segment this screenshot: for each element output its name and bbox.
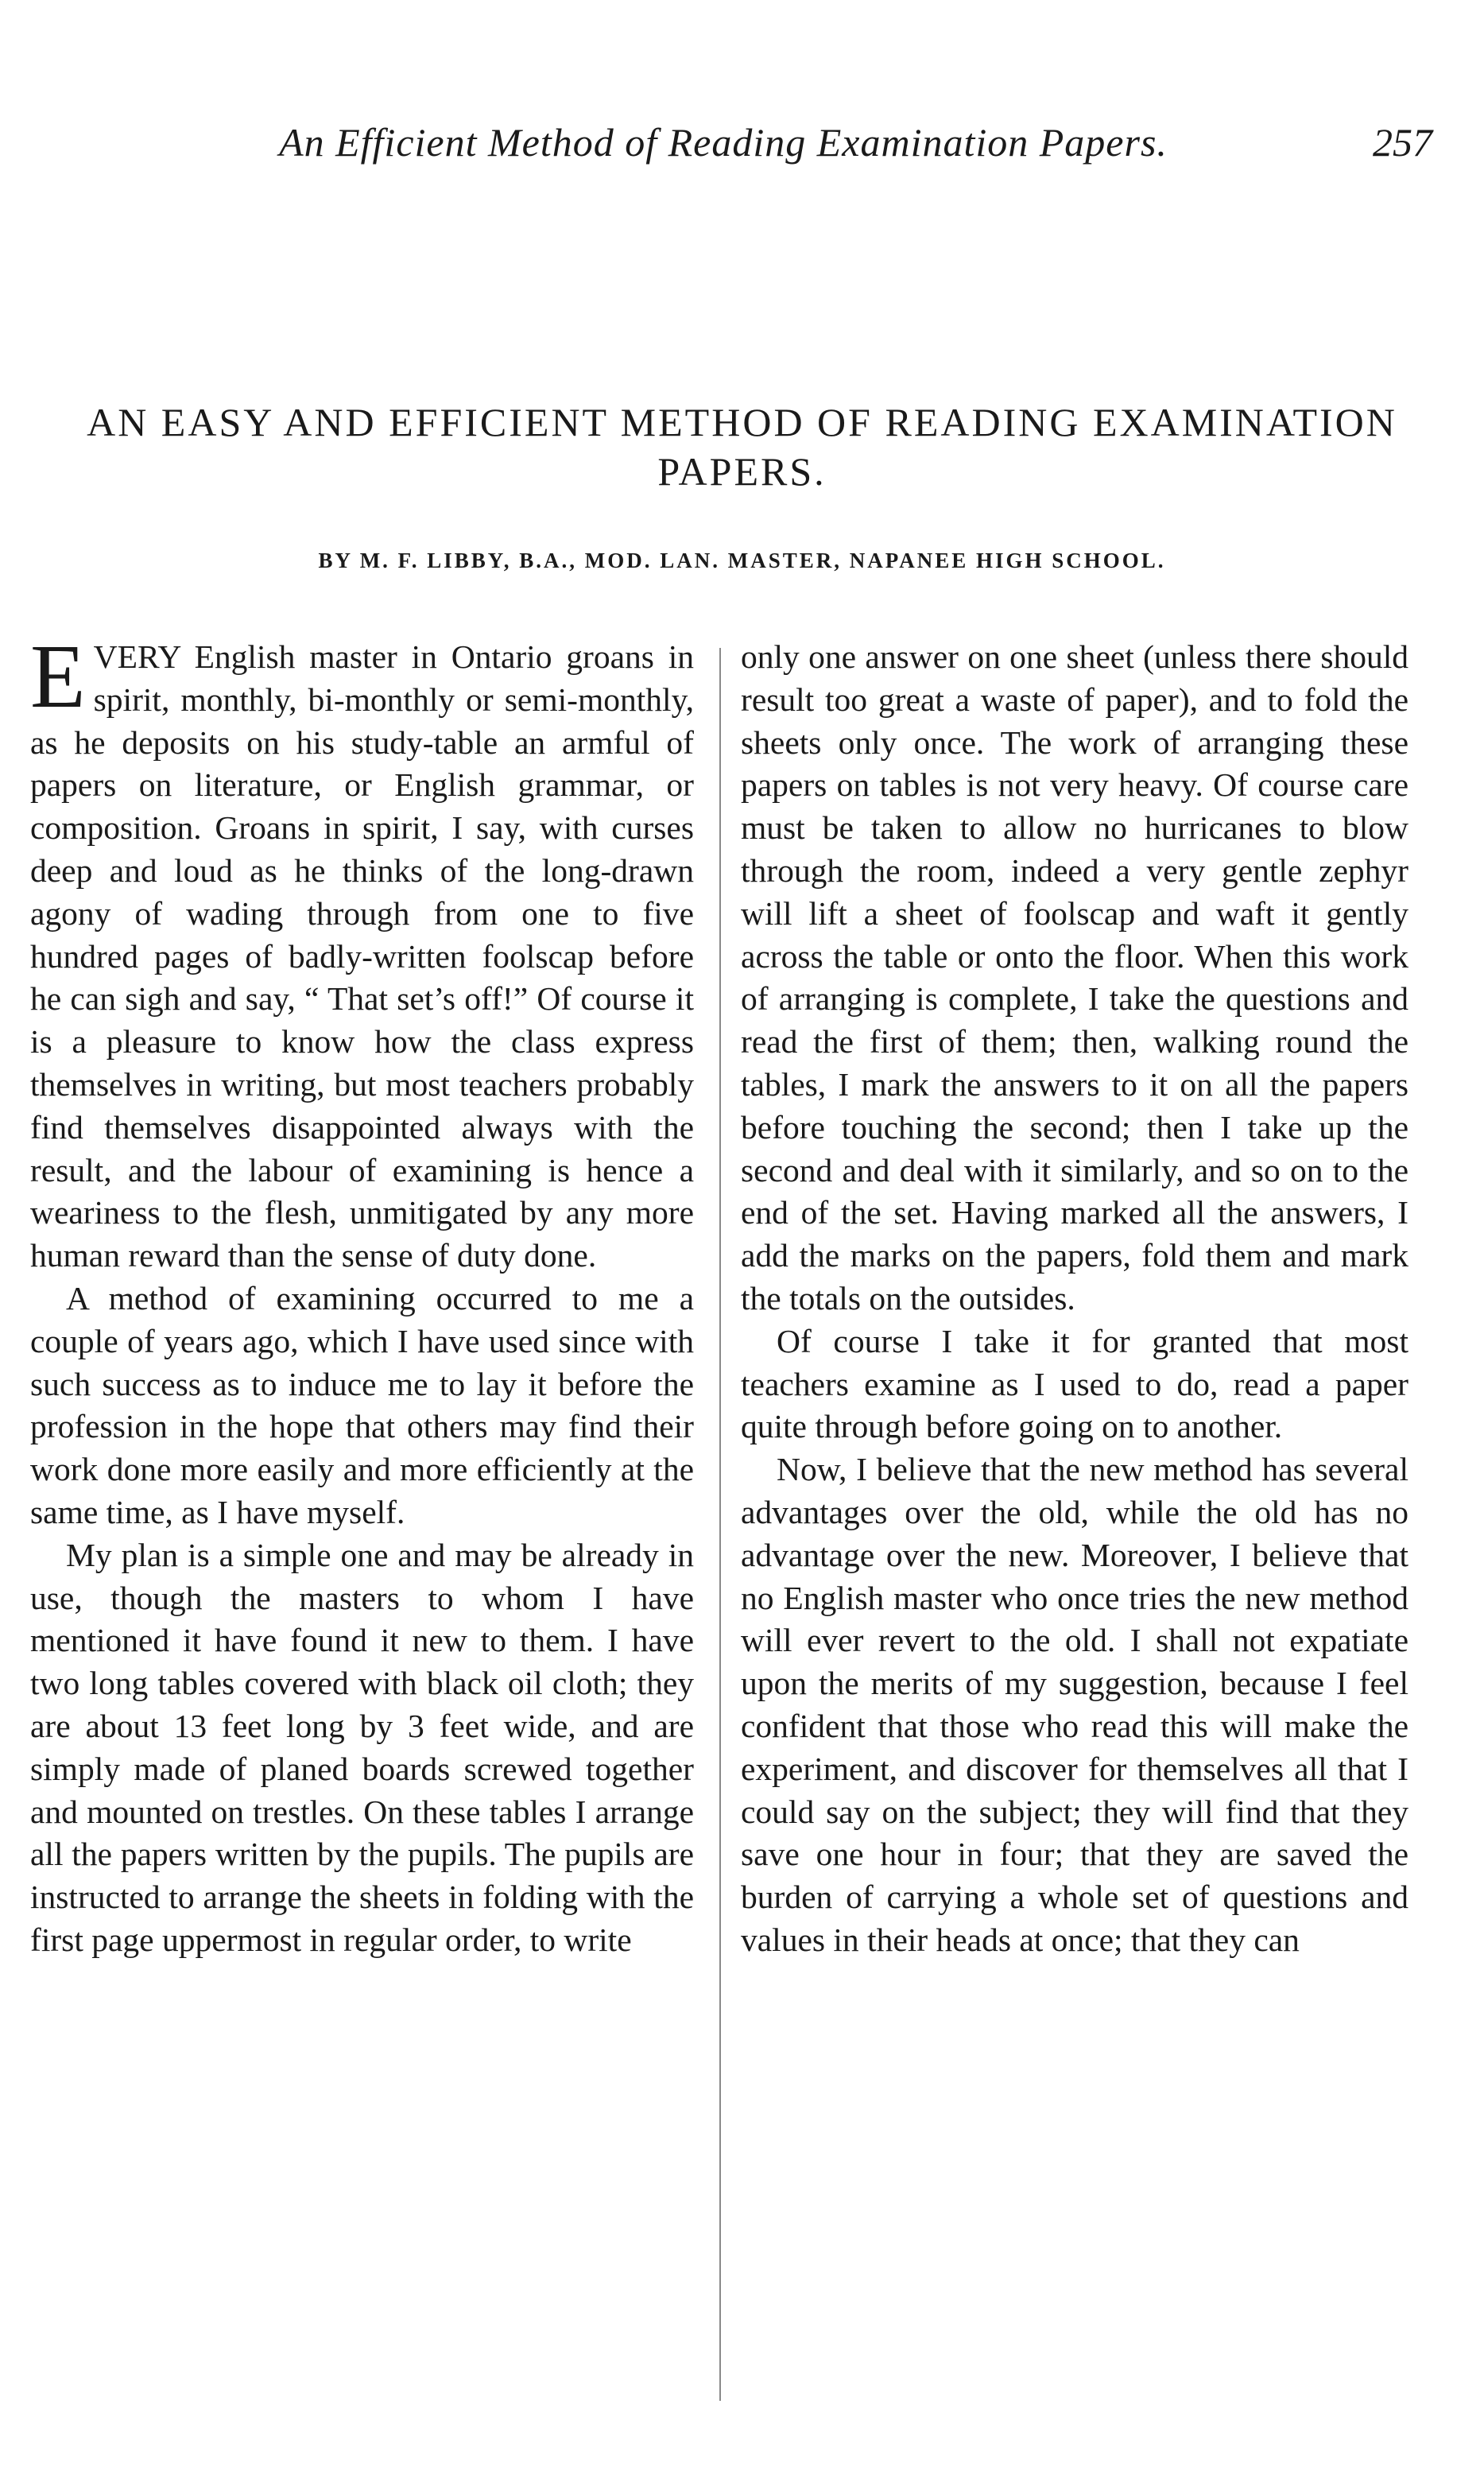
paragraph: Now, I believe that the new method has several advantages over the old, while the old has no advantage over the new. Moreover, I believe that no English master who once tries the new method will ever revert to the old. I shall not expatiate upon the merits of my suggestion, because I feel confident that those who read this will make the experiment, and discover for themselves all that I could say on the subject; they will find that they save one hour in four; that they are saved the burden of carrying a whole set of questions and values in their heads at once; that they can [741,1451,1408,1958]
article-byline: BY M. F. LIBBY, B.A., MOD. LAN. MASTER, NAPANEE HIGH SCHOOL. [318,549,1166,572]
running-head: An Efficient Method of Reading Examination Papers. [279,120,1168,165]
paragraph [30,626,694,1278]
right-column [741,636,1408,1962]
page-number: 257 [1373,120,1432,165]
paragraph-text: VERY English master in Ontario groans in spirit, monthly, bi-monthly or semi-monthly, as he deposits on his study-table an armful of papers on literature, or English grammar, or composition. Groans in spirit, I say, with curses deep and loud as he thinks of the long-drawn agony of wading through from one to five hundred pages of badly-written foolscap before he can sigh and say, “ That set’s off!” Of course it is a pleasure to know how the class express themselves in writing, but most teachers probably find themselves disappointed always with the result, and the labour of examining is hence a weariness to the flesh, unmitigated by any more human reward than the sense of duty done. [30,638,694,1274]
article-title: AN EASY AND EFFICIENT METHOD OF READING EXAMINATION PAPERS. [87,400,1397,494]
column-divider [719,648,721,2401]
paragraph: A method of examining occurred to me a couple of years ago, which I have used since with such success as to induce me to lay it before the profession in the hope that others may find their work done more easily and more efficiently at the same time, as I have myself. [30,1279,694,1530]
drop-cap: E [30,626,86,727]
paragraph: My plan is a simple one and may be already in use, though the masters to whom I have mentioned it have found it new to them. I have two long tables covered with black oil cloth; they are about 13 feet long by 3 feet wide, and are simply made of planed boards screwed together and mounted on trestles. On these tables I arrange all the papers written by the pupils. The pupils are instructed to arrange the sheets in folding with the first page uppermost in regular order, to write [30,1536,694,1958]
paragraph: Of course I take it for granted that most teachers examine as I used to do, read a paper quite through before going on to another. [741,1322,1408,1445]
paragraph: only one answer on one sheet (unless there should result too great a waste of paper), and to fold the sheets only once. The work of arranging these papers on tables is not very heavy. Of course care must be taken to allow no hurricanes to blow through the room, indeed a very gentle zephyr will lift a sheet of foolscap and waft it gently across the table or onto the floor. When this work of arranging is complete, I take the questions and read the first of them; then, walking round the tables, I mark the answers to it on all the papers before touching the second; then I take up the second and deal with it similarly, and so on to the end of the set. Having marked all the answers, I add the marks on the papers, fold them and mark the totals on the outsides. [741,638,1408,1316]
left-column [30,626,694,1962]
